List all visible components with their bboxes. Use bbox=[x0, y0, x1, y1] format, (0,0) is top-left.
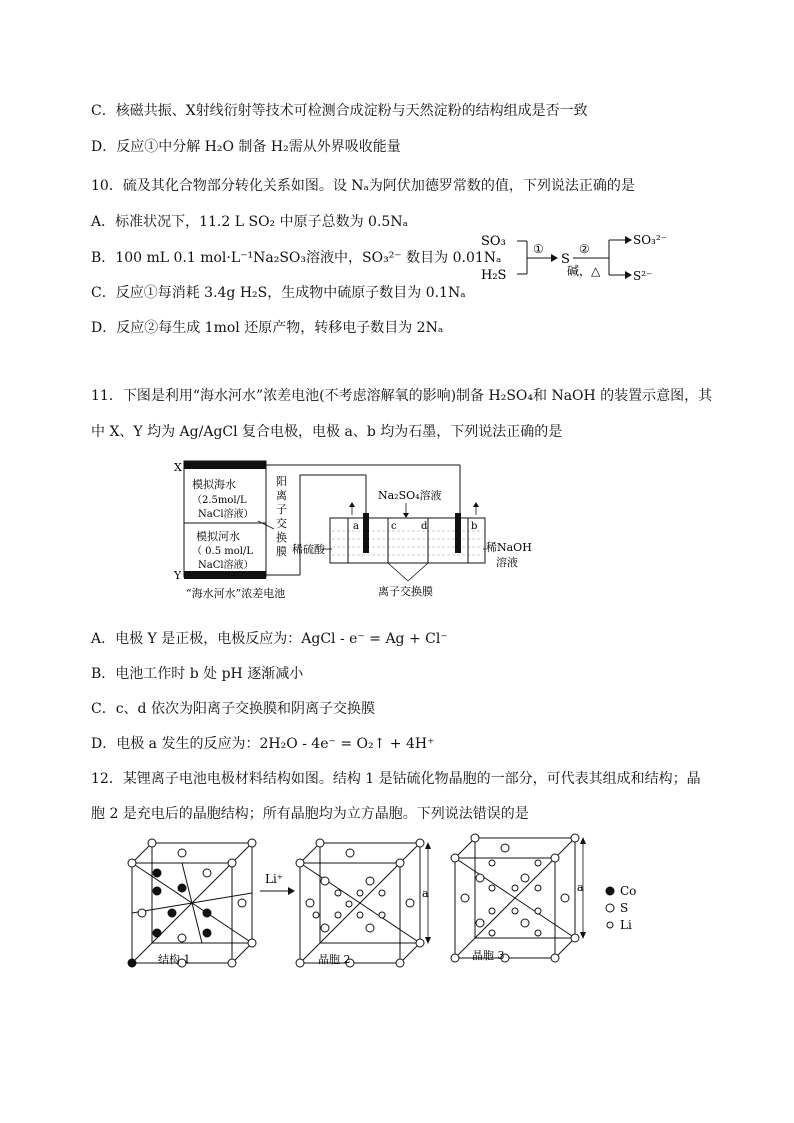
compartment-d-label: d bbox=[421, 521, 428, 532]
li-plus-label: Li⁺ bbox=[265, 872, 284, 886]
diagram-sulfide-ion: S²⁻ bbox=[633, 269, 653, 283]
q11-option-b: B．电池工作时 b 处 pH 逐渐减小 bbox=[91, 666, 304, 682]
compartment-a-label: a bbox=[353, 521, 359, 532]
legend-s: S bbox=[620, 901, 629, 915]
river-solution: NaCl溶液） bbox=[198, 560, 254, 571]
electrode-a bbox=[363, 513, 369, 553]
sulfur-conversion-diagram bbox=[475, 225, 675, 285]
q11-stem-line2: 中 X、Y 均为 Ag/AgCl 复合电极，电极 a、b 均为石墨，下列说法正确的是 bbox=[91, 424, 563, 440]
sea-solution: NaCl溶液） bbox=[198, 509, 254, 520]
q11-option-c: C．c、d 依次为阳离子交换膜和阴离子交换膜 bbox=[91, 701, 375, 717]
diagram-s: S bbox=[561, 252, 570, 267]
battery-label: “海水河水”浓差电池 bbox=[186, 587, 286, 600]
electrode-x-label: X bbox=[174, 461, 182, 474]
label-cell-3: 晶胞 3 bbox=[472, 949, 505, 962]
diagram-so3: SO₃ bbox=[481, 234, 506, 249]
sea-label: 模拟海水 bbox=[192, 478, 236, 491]
diagram-condition: 碱，△ bbox=[567, 264, 601, 278]
legend-li: Li bbox=[620, 918, 632, 932]
legend bbox=[606, 884, 636, 932]
dilute-acid-label: 稀硫酸 bbox=[292, 543, 325, 556]
concentration-cell-diagram bbox=[170, 455, 540, 605]
q12-stem-line2: 胞 2 是充电后的晶胞结构；所有晶胞均为立方晶胞。下列说法错误的是 bbox=[91, 806, 529, 822]
q12-stem-line1: 12．某锂离子电池电极材料结构如图。结构 1 是钴硫化物晶胞的一部分，可代表其组成和结构；晶 bbox=[91, 771, 701, 787]
legend-co: Co bbox=[620, 884, 637, 898]
svg-text:换: 换 bbox=[276, 531, 287, 544]
label-cell-2: 晶胞 2 bbox=[318, 953, 351, 966]
q11-stem-line1: 11．下图是利用“海水河水”浓差电池(不考虑溶解氧的影响)制备 H₂SO₄和 NaOH 的装置示意图，其 bbox=[91, 388, 713, 404]
q11-option-a: A．电极 Y 是正极，电极反应为：AgCl - e⁻ = Ag + Cl⁻ bbox=[91, 631, 448, 647]
electrode-y-label: Y bbox=[174, 569, 182, 582]
diagram-h2s: H₂S bbox=[481, 268, 507, 283]
q10-option-b: B．100 mL 0.1 mol·L⁻¹Na₂SO₃溶液中，SO₃²⁻ 数目为 0.01Nₐ bbox=[91, 250, 502, 266]
q9-option-c: C．核磁共振、X射线衍射等技术可检测合成淀粉与天然淀粉的结构组成是否一致 bbox=[91, 103, 588, 119]
q10-option-c: C．反应①每消耗 3.4g H₂S，生成物中硫原子数目为 0.1Nₐ bbox=[91, 285, 466, 301]
naoh-label: 稀NaOH bbox=[486, 541, 532, 554]
svg-text:离: 离 bbox=[276, 489, 287, 502]
diagram-step1: ① bbox=[533, 242, 544, 256]
ion-membrane-label: 离子交换膜 bbox=[378, 585, 433, 598]
q11-option-d: D．电极 a 发生的反应为：2H₂O - 4e⁻ = O₂↑ + 4H⁺ bbox=[91, 736, 435, 752]
compartment-c-label: c bbox=[391, 521, 397, 532]
q10-option-d: D．反应②每生成 1mol 还原产物，转移电子数目为 2Nₐ bbox=[91, 320, 444, 336]
svg-text:阳: 阳 bbox=[276, 475, 287, 488]
naoh-solution-label: 溶液 bbox=[496, 556, 518, 569]
diagram-sulfite-ion: SO₃²⁻ bbox=[633, 233, 668, 247]
svg-text:膜: 膜 bbox=[276, 545, 287, 558]
svg-text:交: 交 bbox=[276, 517, 287, 530]
electrode-b bbox=[455, 513, 461, 553]
crystal-structures-diagram bbox=[120, 833, 660, 968]
na2so4-label: Na₂SO₄溶液 bbox=[378, 489, 442, 502]
compartment-b-label: b bbox=[471, 521, 478, 532]
sea-conc: （2.5mol/L bbox=[192, 495, 247, 506]
river-conc: （ 0.5 mol/L bbox=[192, 546, 253, 557]
q9-option-d: D．反应①中分解 H₂O 制备 H₂需从外界吸收能量 bbox=[91, 139, 401, 155]
diagram-step2: ② bbox=[579, 242, 590, 256]
svg-text:子: 子 bbox=[276, 503, 287, 516]
q10-option-a: A．标准状况下，11.2 L SO₂ 中原子总数为 0.5Nₐ bbox=[91, 214, 408, 230]
cation-membrane-label bbox=[276, 475, 287, 558]
q10-stem: 10．硫及其化合物部分转化关系如图。设 Nₐ为阿伏加德罗常数的值，下列说法正确的是 bbox=[91, 178, 635, 194]
river-label: 模拟河水 bbox=[196, 530, 240, 543]
label-structure-1: 结构 1 bbox=[158, 953, 191, 966]
lattice-a-2: a bbox=[422, 887, 429, 900]
lattice-a-3: a bbox=[577, 881, 584, 894]
